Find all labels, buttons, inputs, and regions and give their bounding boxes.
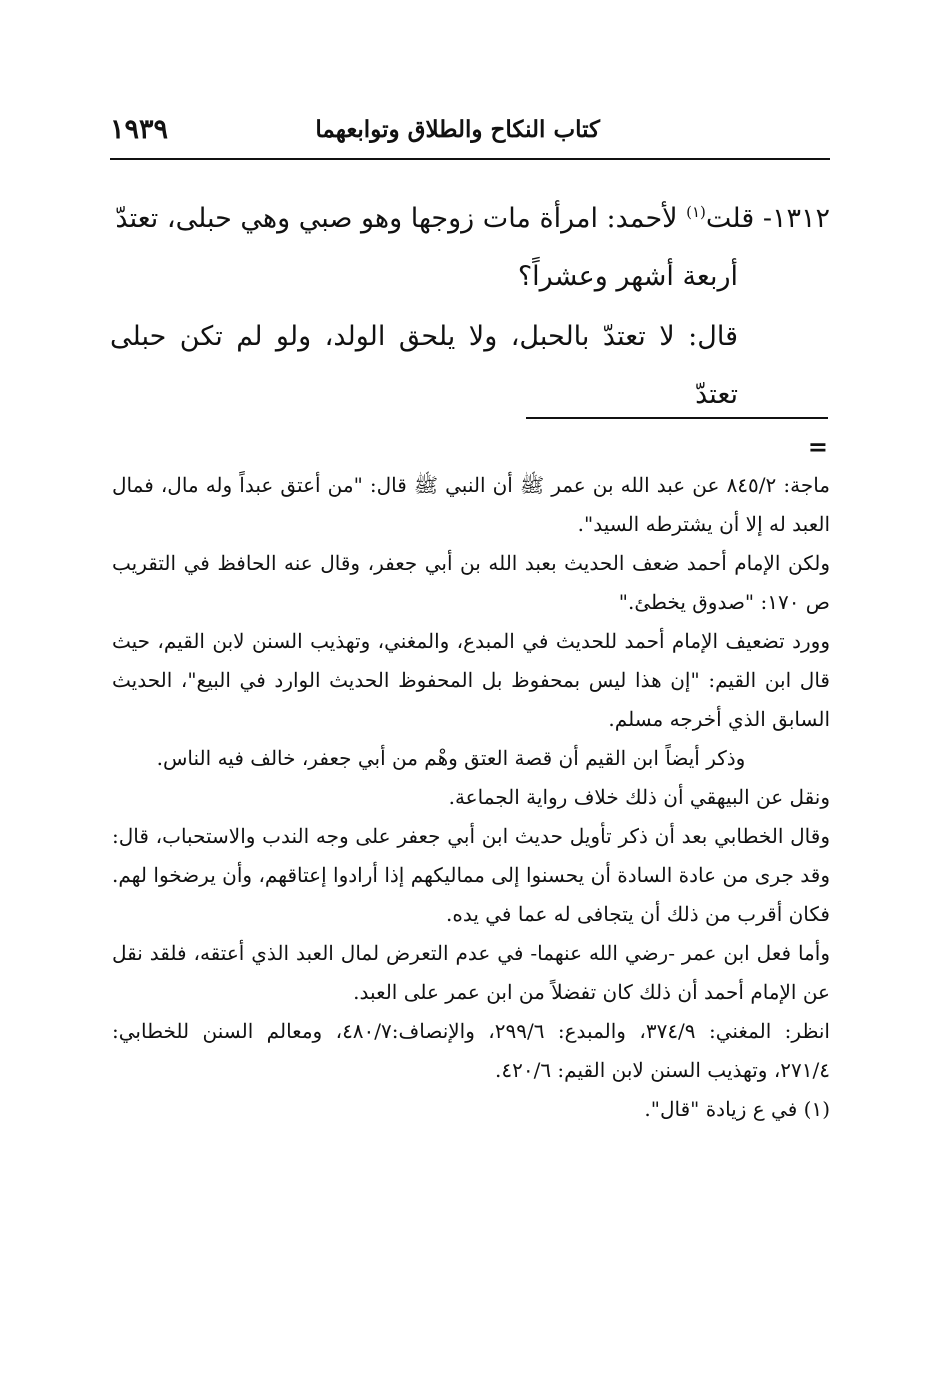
- page-header: [110, 112, 830, 160]
- note-paragraph: وأما فعل ابن عمر -رضي الله عنهما- في عدم التعرض لمال العبد الذي أعتقه، فلقد نقل عن الإمام أحمد أن ذلك كان تفضلاً من ابن عمر على العبد.: [112, 941, 830, 1004]
- note-paragraph: ونقل عن البيهقي أن ذلك خلاف رواية الجماعة.: [448, 785, 830, 809]
- note-paragraph: ولكن الإمام أحمد ضعف الحديث بعبد الله بن أبي جعفر، وقال عنه الحافظ في التقريب ص ١٧٠: "صدوق يخطئ.": [112, 551, 830, 614]
- continuation-mark: =: [807, 432, 828, 461]
- footnote-marker: (١): [686, 203, 706, 221]
- note-paragraph: وذكر أيضاً ابن القيم أن قصة العتق وهْم من أبي جعفر، خالف فيه الناس.: [156, 746, 746, 770]
- footnote-separator: [526, 417, 828, 419]
- question-line-1: [110, 190, 830, 248]
- page-number: ١٩٣٩: [110, 114, 169, 145]
- answer-line: قال: لا تعتدّ بالحبل، ولا يلحق الولد، ولو لم تكن حبلى تعتدّ: [110, 321, 738, 410]
- note-paragraph: وورد تضعيف الإمام أحمد للحديث في المبدع، والمغني، وتهذيب السنن لابن القيم، حيث قال ابن القيم: "إن هذا ليس بمحفوظ بل المحفوظ الحديث الوارد في البيع"، الحديث السابق الذي أخرجه مسلم.: [112, 629, 830, 731]
- main-text: [110, 190, 830, 424]
- footnotes-block: [112, 466, 830, 1129]
- footnote-1: (١) في ع زيادة "قال".: [644, 1097, 830, 1121]
- question-number-and-verb: ١٣١٢- قلت: [705, 203, 830, 234]
- running-title: كتاب النكاح والطلاق وتوابعهما: [315, 116, 600, 143]
- question-line-2: أربعة أشهر وعشراً؟: [517, 261, 738, 292]
- note-paragraph: ماجة: ٨٤٥/٢ عن عبد الله بن عمر ﷺ أن النبي ﷺ قال: "من أعتق عبداً وله مال، فمال العبد له إلا أن يشترطه السيد".: [112, 473, 830, 536]
- note-paragraph: انظر: المغني: ٣٧٤/٩، والمبدع: ٢٩٩/٦، والإنصاف:٤٨٠/٧، ومعالم السنن للخطابي: ٢٧١/٤، وتهذيب السنن لابن القيم: ٤٢٠/٦.: [112, 1019, 830, 1082]
- question-text: لأحمد: امرأة مات زوجها وهو صبي وهي حبلى، تعتدّ: [115, 203, 687, 234]
- note-paragraph: وقال الخطابي بعد أن ذكر تأويل حديث ابن أبي جعفر على وجه الندب والاستحباب، قال: وقد جرى من عادة السادة أن يحسنوا إلى مماليكهم إذا أرادوا إعتاقهم، وأن يرضخوا لهم. فكان أقرب من ذلك أن يتجافى له عما في يده.: [112, 824, 830, 926]
